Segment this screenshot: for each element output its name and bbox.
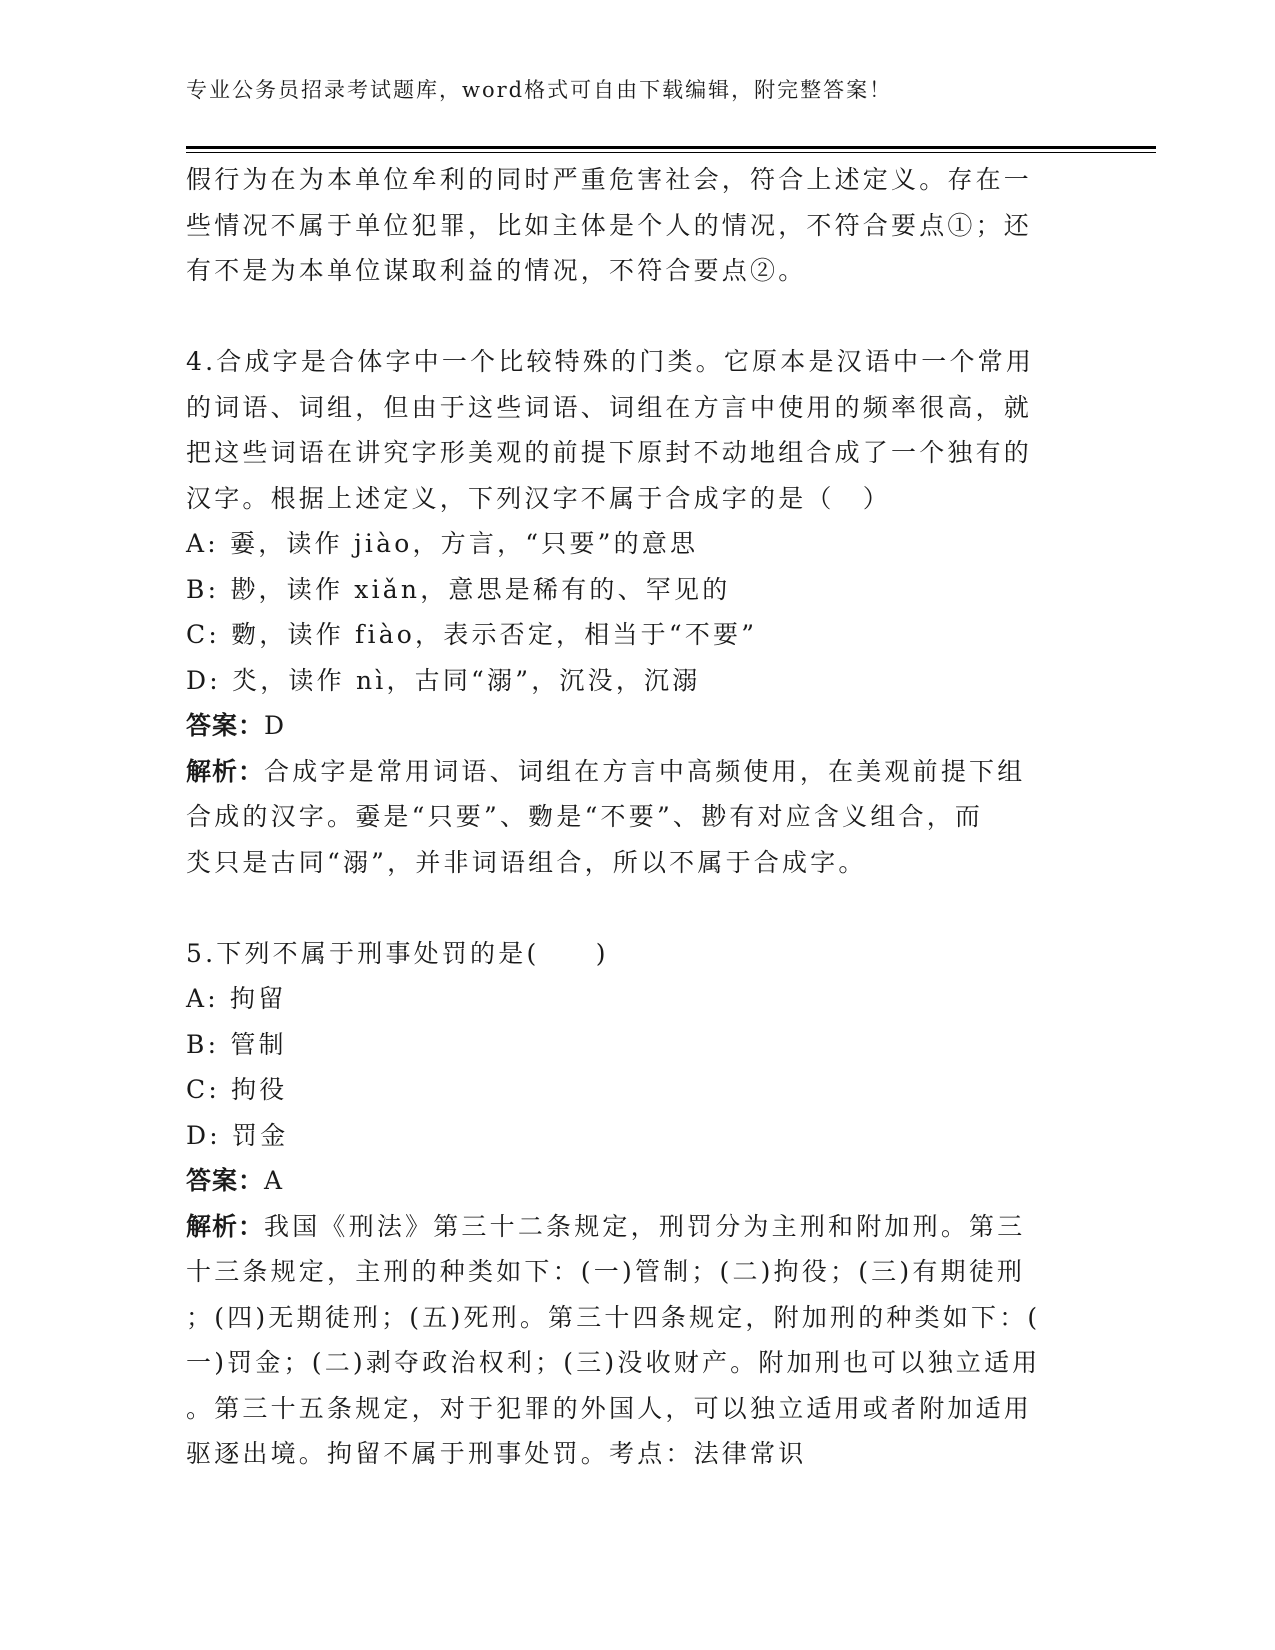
question-stem-line: 汉字。根据上述定义，下列汉字不属于合成字的是（ ） — [186, 483, 892, 513]
analysis-line: 。第三十五条规定，对于犯罪的外国人，可以独立适用或者附加适用 — [186, 1393, 1033, 1423]
analysis-line — [186, 749, 1086, 795]
option-b: B: 尠，读作 xiǎn，意思是稀有的、罕见的 — [186, 574, 731, 604]
option-b: B: 管制 — [186, 1029, 287, 1059]
analysis-label: 解析： — [186, 756, 265, 786]
question-stem-line: 的词语、词组，但由于这些词语、词组在方言中使用的频率很高，就 — [186, 392, 1033, 422]
text-line: 些情况不属于单位犯罪，比如主体是个人的情况，不符合要点①；还 — [186, 210, 1033, 240]
analysis-line: 合成的汉字。嫑是“只要”、覅是“不要”、尠有对应含义组合，而 — [186, 802, 984, 831]
option-d: D: 氼，读作 nì，古同“溺”，沉没，沉溺 — [186, 665, 701, 695]
question-stem-line: 把这些词语在讲究字形美观的前提下原封不动地组合成了一个独有的 — [186, 438, 1033, 467]
answer-label: 答案： — [186, 711, 265, 740]
answer-value: D — [264, 711, 288, 740]
question-stem-line: 4.合成字是合体字中一个比较特殊的门类。它原本是汉语中一个常用 — [186, 347, 1035, 376]
question-4 — [186, 339, 1086, 885]
answer-value: A — [264, 1166, 286, 1195]
analysis-line: 驱逐出境。拘留不属于刑事处罚。考点：法律常识 — [186, 1439, 807, 1468]
analysis-line: 十三条规定，主刑的种类如下：(一)管制；(二)拘役；(三)有期徒刑 — [186, 1257, 1026, 1286]
option-d: D: 罚金 — [186, 1120, 289, 1150]
document-body — [186, 157, 1086, 1477]
answer-label: 答案： — [186, 1166, 265, 1195]
option-c: C: 覅，读作 fiào，表示否定，相当于“不要” — [186, 620, 758, 649]
option-a: A: 拘留 — [186, 984, 287, 1013]
text-line: 有不是为本单位谋取利益的情况，不符合要点②。 — [186, 256, 807, 285]
text-line: 假行为在为本单位牟利的同时严重危害社会，符合上述定义。存在一 — [186, 165, 1033, 194]
analysis-line — [186, 1204, 1086, 1250]
answer-line — [186, 703, 1086, 749]
analysis-line: 一)罚金；(二)剥夺政治权利；(三)没收财产。附加刑也可以独立适用 — [186, 1348, 1041, 1377]
header-rule-thick — [186, 146, 1156, 149]
analysis-text: 我国《刑法》第三十二条规定，刑罚分为主刑和附加刑。第三 — [264, 1211, 1026, 1241]
analysis-text: 合成字是常用词语、词组在方言中高频使用，在美观前提下组 — [264, 756, 1026, 786]
analysis-line: ；(四)无期徒刑；(五)死刑。第三十四条规定，附加刑的种类如下：( — [186, 1302, 1041, 1332]
header-rule-thin — [186, 152, 1156, 153]
page-header: 专业公务员招录考试题库，word格式可自由下载编辑，附完整答案！ — [186, 78, 893, 102]
option-c: C: 拘役 — [186, 1075, 288, 1104]
analysis-line: 氼只是古同“溺”，并非词语组合，所以不属于合成字。 — [186, 847, 867, 877]
analysis-label: 解析： — [186, 1211, 265, 1241]
continuation-paragraph — [186, 157, 1086, 294]
question-stem-line: 5.下列不属于刑事处罚的是( ) — [186, 938, 609, 968]
answer-line — [186, 1158, 1086, 1204]
question-5 — [186, 931, 1086, 1477]
option-a: A: 嫑，读作 jiào，方言，“只要”的意思 — [186, 529, 699, 558]
